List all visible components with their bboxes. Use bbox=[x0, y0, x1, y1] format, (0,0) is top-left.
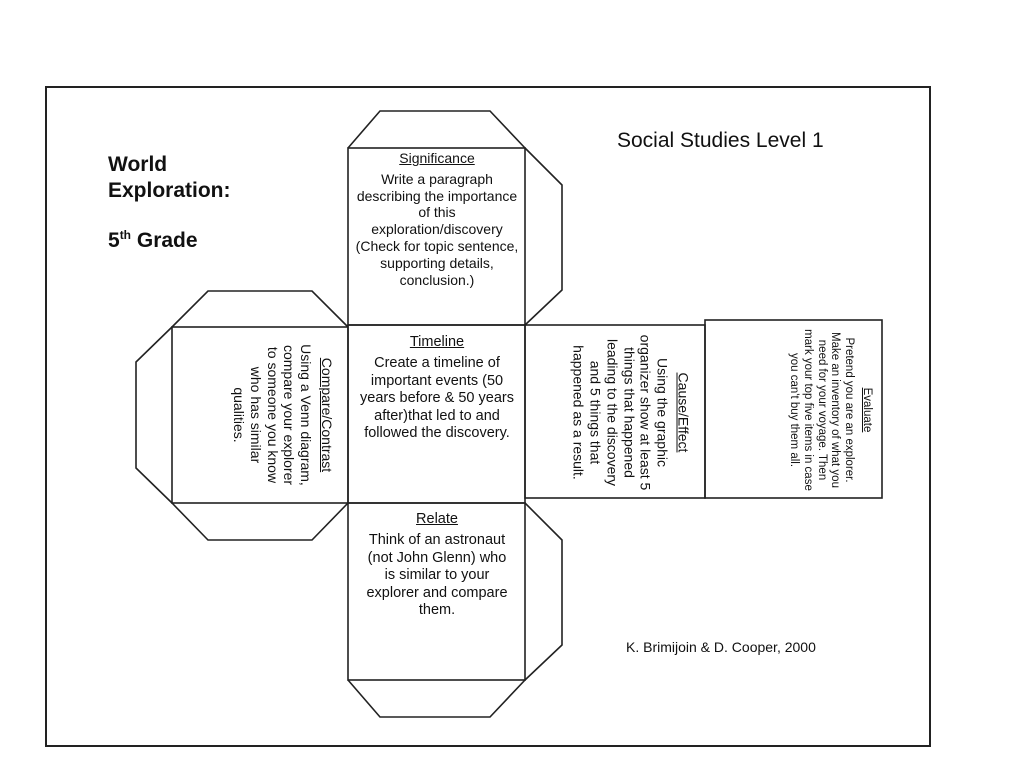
evaluate-face-text bbox=[713, 327, 873, 493]
significance-heading: Significance bbox=[399, 150, 475, 166]
grade-suffix: th bbox=[119, 228, 132, 242]
cause-body: Using the graphic organizer show at least 5 things that happened leading to the discovery and 5 things that happened as a result. bbox=[570, 334, 671, 491]
compare-body: Using a Venn diagram, compare your explorer to someone you know who has similar qualities. bbox=[231, 344, 315, 486]
significance-face-text bbox=[352, 150, 522, 288]
timeline-body: Create a timeline of important events (50 years before & 50 years after)that led to and followed the discovery. bbox=[360, 355, 514, 441]
credit-line: K. Brimijoin & D. Cooper, 2000 bbox=[626, 639, 816, 655]
tab-relate-right bbox=[525, 503, 562, 680]
tab-compare-left bbox=[136, 327, 172, 503]
evaluate-body: Pretend you are an explorer. Make an inventory of what you need for your voyage. Then mark your top five items in case you can't buy them all. bbox=[788, 329, 856, 491]
significance-body: Write a paragraph describing the importance of this exploration/discovery (Check for topic sentence, supporting details, conclusion.) bbox=[355, 170, 519, 288]
grade-number: 5 bbox=[108, 229, 120, 252]
level-label: Social Studies Level 1 bbox=[617, 129, 824, 152]
grade-label bbox=[108, 228, 198, 253]
relate-face-text bbox=[363, 511, 511, 619]
document-title: World Exploration: bbox=[108, 153, 231, 203]
cause-heading: Cause/Effect bbox=[675, 372, 692, 453]
tab-compare-bottom bbox=[172, 503, 348, 540]
relate-heading: Relate bbox=[416, 511, 458, 527]
tab-top bbox=[348, 111, 525, 148]
evaluate-heading: Evaluate bbox=[861, 387, 873, 433]
relate-body: Think of an astronaut (not John Glenn) who is similar to your explorer and compare them. bbox=[366, 532, 508, 618]
tab-significance-right bbox=[525, 148, 562, 325]
grade-word: Grade bbox=[136, 229, 198, 252]
compare-heading: Compare/Contrast bbox=[319, 357, 335, 473]
cause-face-text bbox=[537, 330, 692, 496]
tab-compare-top bbox=[172, 291, 348, 327]
timeline-heading: Timeline bbox=[409, 334, 465, 350]
tab-bottom bbox=[348, 680, 525, 717]
timeline-face-text bbox=[353, 334, 521, 442]
compare-face-text bbox=[185, 340, 335, 490]
